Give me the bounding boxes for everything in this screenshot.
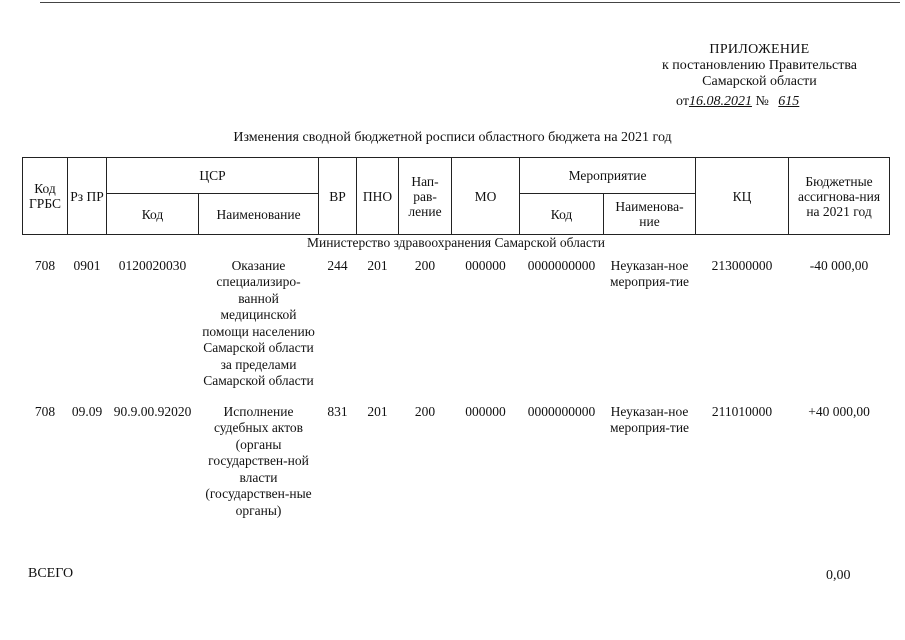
page-top-rule	[40, 2, 900, 3]
total-label: ВСЕГО	[28, 566, 74, 581]
cell-kc: 213000000	[711, 257, 773, 273]
header-event-code: Код	[520, 194, 604, 235]
table-row	[23, 398, 890, 528]
cell-event-code: 0000000000	[527, 257, 596, 273]
header-pno: ПНО	[357, 158, 399, 235]
appendix-title: ПРИЛОЖЕНИЕ	[709, 42, 810, 57]
cell-mo: 000000	[465, 257, 506, 273]
cell-vr: 244	[327, 257, 348, 273]
decree-date: 16.08.2021	[688, 94, 752, 109]
header-csr-code: Код	[107, 194, 199, 235]
cell-mo: 000000	[465, 403, 506, 419]
header-direction: Нап-рав-ление	[399, 158, 452, 235]
cell-event-name: Неуказан-ное мероприя-тие	[609, 257, 690, 289]
appendix-block	[662, 42, 857, 90]
decree-number: 615	[778, 94, 800, 109]
cell-vr: 831	[327, 403, 348, 419]
number-prefix: №	[755, 94, 769, 109]
cell-rzpr: 09.09	[71, 403, 103, 419]
cell-csr-code: 90.9.00.92020	[113, 403, 192, 419]
cell-csr-name: Исполнение судебных актов (органы государствен-ной власти (государствен-ные органы)	[205, 403, 312, 518]
header-csr: ЦСР	[107, 158, 319, 194]
total-value: 0,00	[826, 568, 851, 583]
ministry-section-title: Министерство здравоохранения Самарской области	[306, 235, 606, 250]
cell-event-code: 0000000000	[527, 403, 596, 419]
cell-event-name: Неуказан-ное мероприя-тие	[609, 403, 690, 435]
table-row	[23, 252, 890, 398]
header-mo: МО	[452, 158, 520, 235]
header-event: Мероприятие	[520, 158, 696, 194]
header-kc: КЦ	[696, 158, 789, 235]
cell-amount: +40 000,00	[808, 403, 870, 419]
decree-date-number	[676, 94, 821, 110]
cell-amount: -40 000,00	[809, 257, 869, 273]
cell-pno: 201	[367, 403, 388, 419]
header-grbs: Код ГРБС	[23, 158, 68, 235]
cell-pno: 201	[367, 257, 388, 273]
header-rzpr: Рз ПР	[68, 158, 107, 235]
header-vr: ВР	[319, 158, 357, 235]
date-prefix: от	[676, 94, 689, 109]
budget-table	[22, 157, 890, 527]
cell-direction: 200	[414, 403, 436, 419]
cell-grbs: 708	[34, 257, 56, 273]
header-allocations: Бюджетные ассигнова-ния на 2021 год	[789, 158, 890, 235]
cell-kc: 211010000	[711, 403, 773, 419]
cell-direction: 200	[414, 257, 436, 273]
document-title: Изменения сводной бюджетной росписи областного бюджета на 2021 год	[233, 130, 672, 145]
header-event-name: Наименова-ние	[604, 194, 696, 235]
cell-csr-code: 0120020030	[118, 257, 187, 273]
appendix-decree-line: к постановлению Правительства	[661, 58, 857, 73]
cell-grbs: 708	[34, 403, 56, 419]
cell-rzpr: 0901	[73, 257, 101, 273]
cell-csr-name: Оказание специализиро-ванной медицинской помощи населению Самарской области за пределами Самарской области	[202, 257, 315, 388]
appendix-region-line: Самарской области	[702, 74, 817, 89]
header-csr-name: Наименование	[199, 194, 319, 235]
